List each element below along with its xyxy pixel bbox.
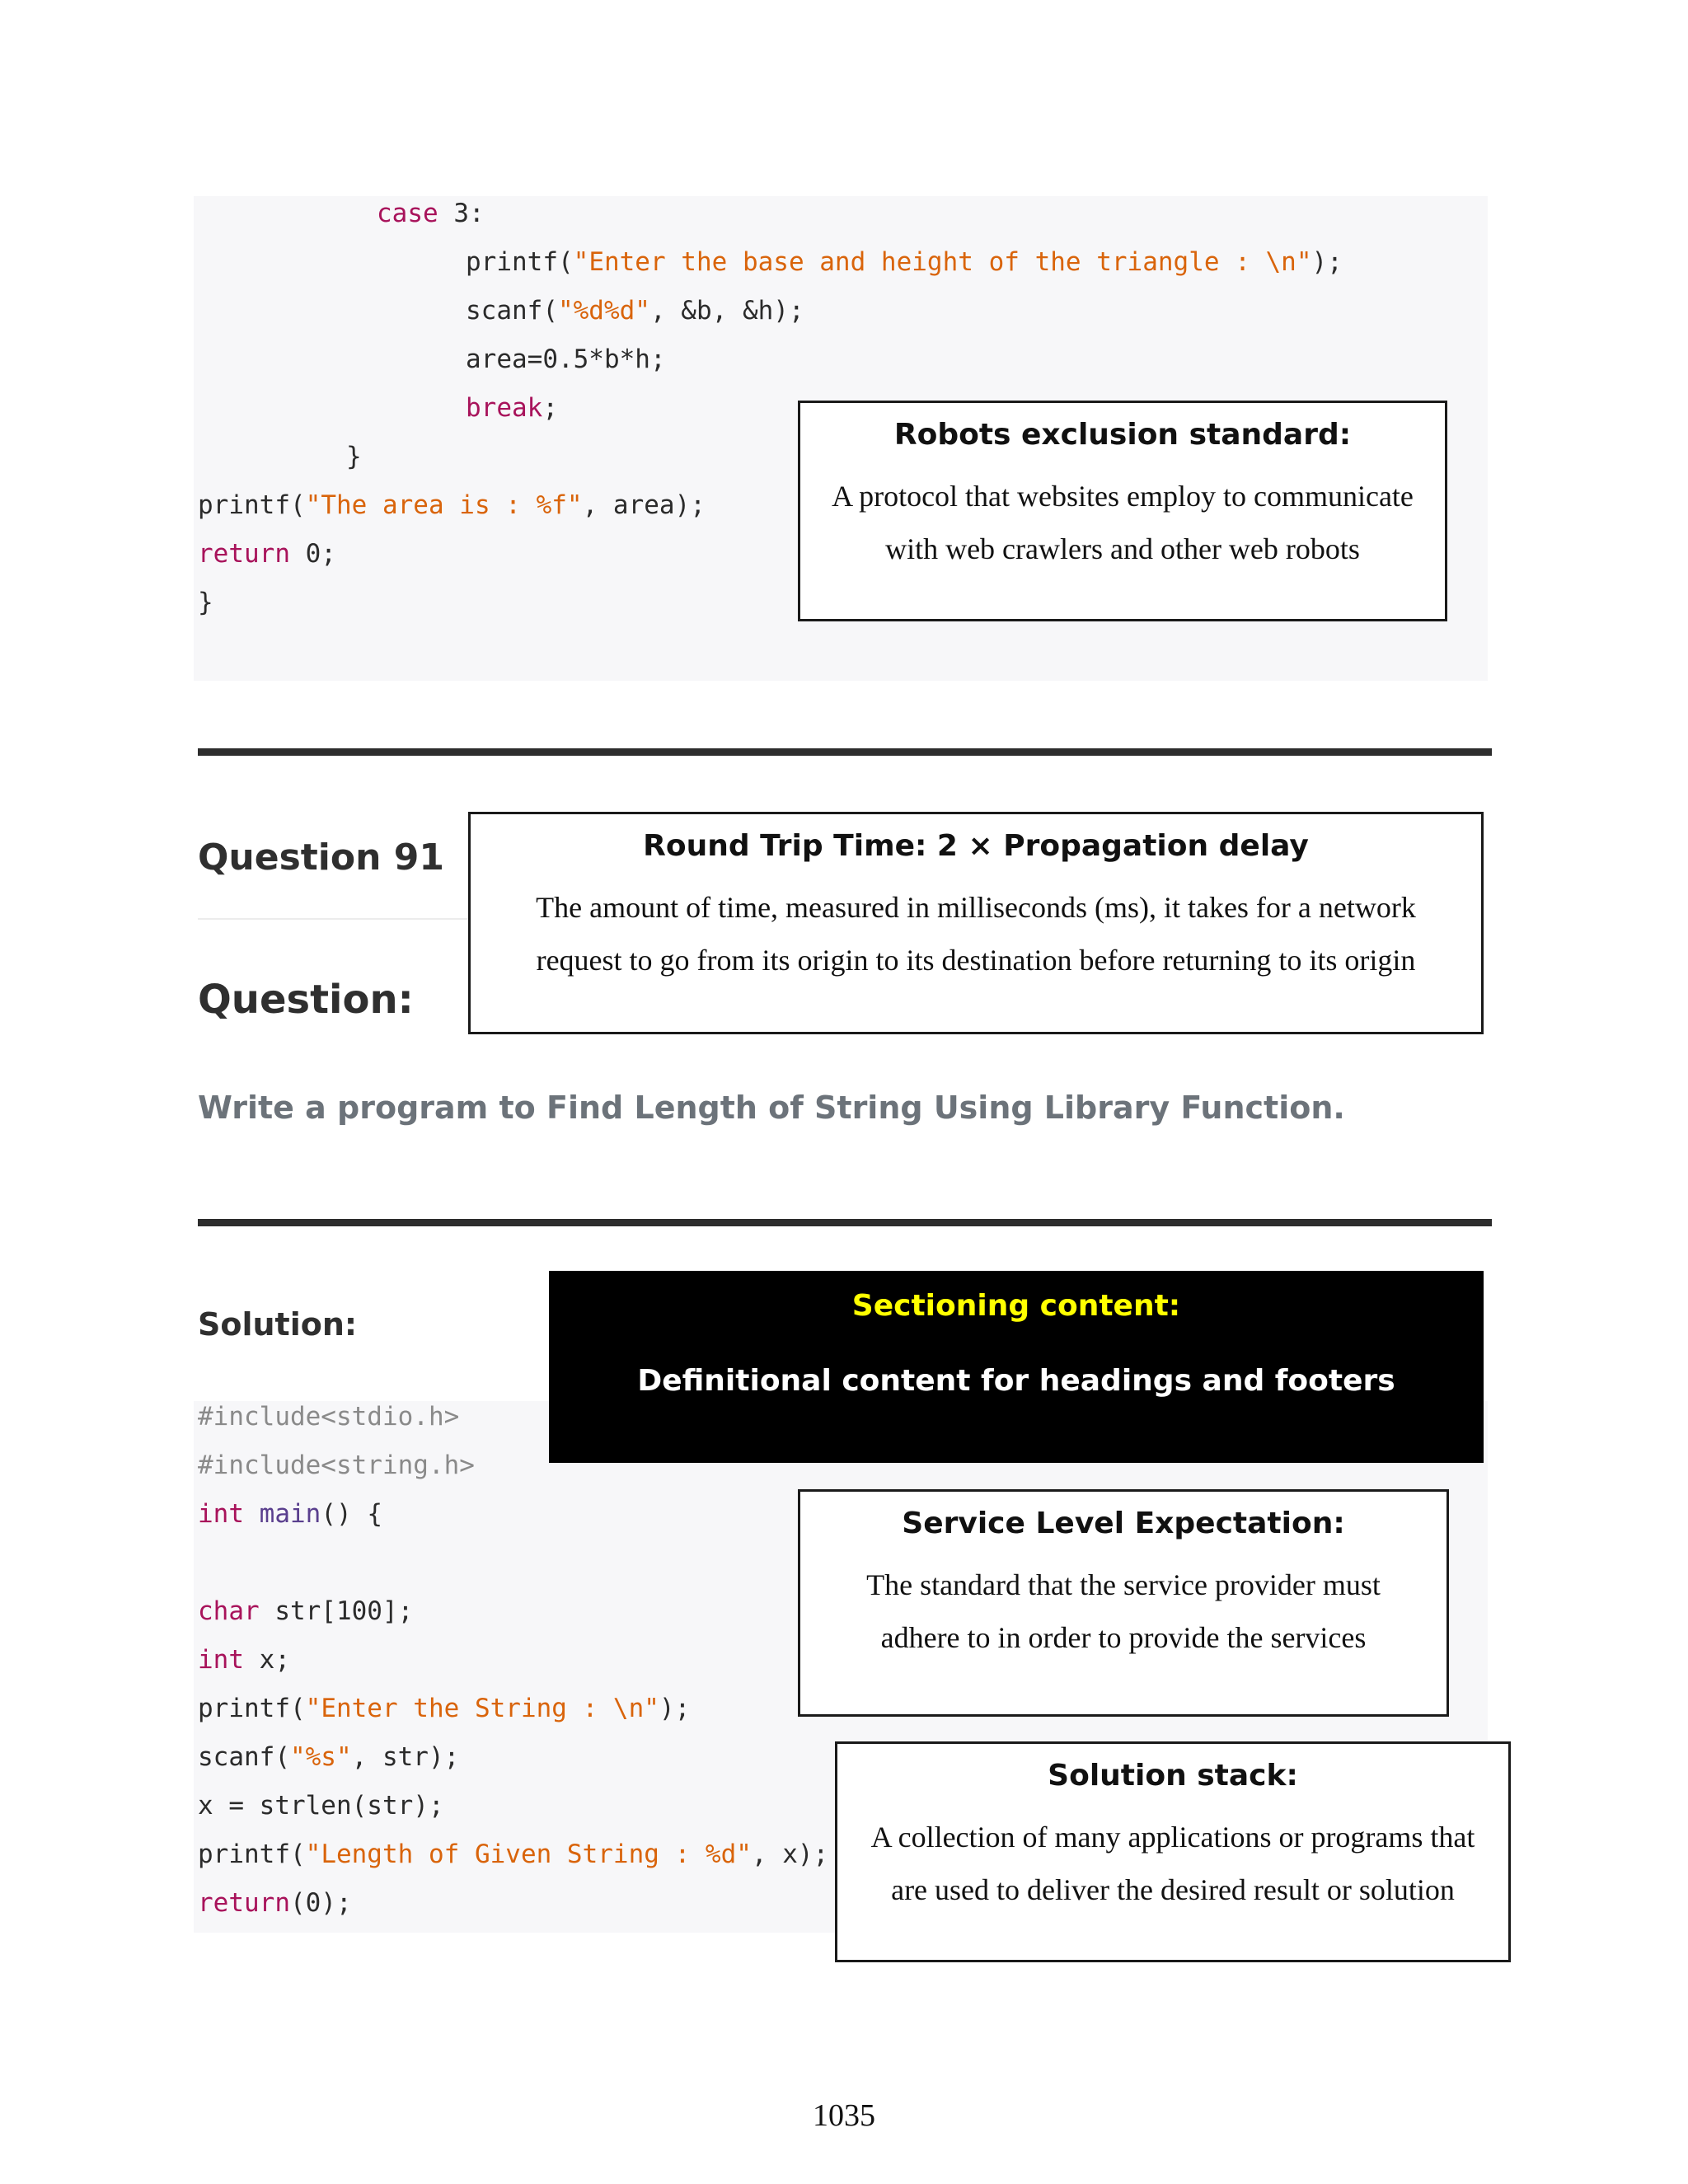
code-token: int [198,1499,244,1529]
sectioning-box-title: Sectioning content: [851,1289,1181,1323]
question-text: Write a program to Find Length of String Using Library Function. [198,1090,1345,1126]
code-token: main [259,1499,321,1529]
code-token: #include<string.h> [198,1451,475,1480]
code-token: str[100]; [259,1596,414,1626]
code-token: ); [1311,247,1343,277]
code-token: (0); [289,1888,352,1918]
code-token: () { [321,1499,382,1529]
code-token: ; [542,393,558,423]
code-token [244,1499,260,1529]
round-trip-time-box [468,812,1484,1034]
code-token: scanf( [198,1742,290,1772]
robots-box-title: Robots exclusion standard: [893,418,1352,452]
robots-box-line1: A protocol that websites employ to communicate [832,480,1414,513]
sle-box-line2: adhere to in order to provide the services [880,1621,1367,1654]
sle-box-line1: The standard that the service provider must [866,1568,1381,1601]
code-token: 0; [289,539,336,569]
code-token: , x); [751,1840,829,1869]
code-token: , area); [582,490,706,520]
code-token: , str); [351,1742,460,1772]
code-token: } [198,588,213,617]
sle-box-title: Service Level Expectation: [902,1507,1345,1540]
rtt-box-body [471,881,1481,987]
stack-box-line2: are used to deliver the desired result or solution [891,1873,1455,1906]
question-separator [198,918,470,920]
code-token: "%d%d" [557,296,650,326]
code-token: x; [244,1645,290,1675]
code-token: char [198,1596,260,1626]
code-token: scanf( [466,296,558,326]
code-token: #include<stdio.h> [198,1402,460,1432]
code-token: break [466,393,543,423]
code-line [198,190,1484,238]
code-token: 3: [438,199,485,228]
code-token: ); [659,1694,691,1723]
code-token: int [198,1645,244,1675]
solution-label: Solution: [198,1306,358,1343]
code-line [198,238,1484,287]
robots-box-line2: with web crawlers and other web robots [885,532,1360,565]
code-token: x = strlen(str); [198,1791,444,1821]
robots-exclusion-box [798,401,1447,621]
code-token: printf( [198,490,306,520]
code-token: "Enter the base and height of the triangle : \n" [573,247,1312,277]
sectioning-box-body: Definitional content for headings and footers [637,1364,1395,1398]
code-token: return [198,1888,290,1918]
question-label: Question: [198,977,414,1023]
code-line [198,335,1484,384]
code-token: } [346,442,362,471]
rtt-box-line2: request to go from its origin to its destination before returning to its origin [536,944,1416,977]
sle-box-body [800,1558,1447,1664]
stack-box-body [837,1811,1508,1916]
code-token: "%s" [289,1742,352,1772]
question-number: Question 91 [198,837,444,879]
code-token: printf( [198,1694,306,1723]
code-token: return [198,539,290,569]
stack-box-line1: A collection of many applications or programs that [870,1821,1475,1854]
code-token: case [377,199,438,228]
robots-box-body [800,470,1445,575]
section-divider-2 [198,1219,1492,1226]
rtt-box-title: Round Trip Time: 2 × Propagation delay [643,829,1309,863]
code-line [198,287,1484,335]
rtt-box-line1: The amount of time, measured in milliseconds (ms), it takes for a network [536,891,1416,924]
sectioning-content-box [549,1271,1484,1463]
code-token: , &b, &h); [649,296,804,326]
code-token: "Enter the String : \n" [305,1694,659,1723]
code-token: printf( [198,1840,306,1869]
page-number: 1035 [813,2098,875,2133]
code-token: "The area is : %f" [305,490,583,520]
solution-stack-box [835,1741,1511,1962]
code-token: "Length of Given String : %d" [305,1840,752,1869]
stack-box-title: Solution stack: [1048,1759,1298,1793]
code-token: printf( [466,247,574,277]
service-level-expectation-box [798,1489,1449,1717]
section-divider-1 [198,748,1492,756]
code-token: area=0.5*b*h; [466,344,666,374]
